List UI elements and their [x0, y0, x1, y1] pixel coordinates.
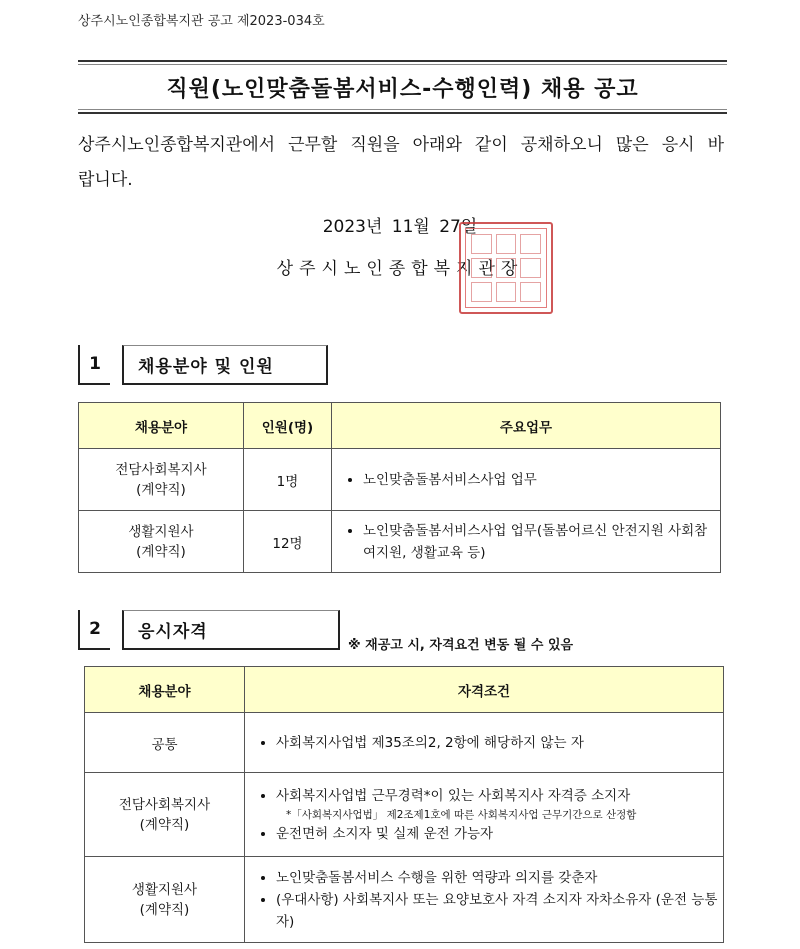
- recruitment-table: [78, 402, 721, 573]
- field-cell: [85, 857, 245, 943]
- field-cell: [79, 511, 244, 573]
- field-cell: [79, 449, 244, 511]
- duties-cell: [332, 449, 721, 511]
- director-name: 상주시노인종합복지관장: [276, 259, 524, 279]
- qualification-cell: [245, 857, 724, 943]
- contract-type: (계약직): [136, 543, 186, 560]
- duties-cell: [332, 511, 721, 573]
- field-name: 전담사회복지사: [115, 461, 207, 478]
- footnote: *「사회복지사업법」 제2조제1호에 따른 사회복지사업 근무기간으로 산정함: [286, 808, 637, 821]
- title-text: 직원(노인맞춤돌봄서비스-수행인력) 채용 공고: [166, 76, 639, 102]
- field-name: 생활지원사: [128, 523, 194, 540]
- section-1-header: [78, 345, 328, 385]
- official-seal-icon: [459, 222, 553, 314]
- field-cell: [85, 773, 245, 857]
- column-header: 인원(명): [244, 403, 332, 449]
- count-cell: 1명: [244, 449, 332, 511]
- field-cell: 공통: [85, 713, 245, 773]
- list-item: • 사회복지사업법 근무경력*이 있는 사회복지사 자격증 소지자: [276, 785, 722, 807]
- column-header: 채용분야: [79, 403, 244, 449]
- notice-number: 상주시노인종합복지관 공고 제2023-034호: [78, 14, 325, 29]
- section-2-number: 2: [78, 610, 110, 650]
- contract-type: (계약직): [139, 901, 190, 918]
- field-name: 전담사회복지사: [118, 796, 211, 813]
- list-item: • 노인맞춤돌봄서비스사업 업무: [363, 469, 719, 491]
- qualification-cell: [245, 713, 724, 773]
- list-item: • 사회복지사업법 제35조의2, 2항에 해당하지 않는 자: [276, 732, 722, 754]
- count-cell: 12명: [244, 511, 332, 573]
- section-2-note: ※ 재공고 시, 자격요건 변동 될 수 있음: [348, 638, 574, 653]
- section-1-title: 채용분야 및 인원: [122, 345, 328, 385]
- list-item: • 운전면허 소지자 및 실제 운전 가능자: [276, 823, 722, 845]
- table-header-row: [85, 667, 724, 713]
- qualification-cell: [245, 773, 724, 857]
- page-title: [78, 60, 727, 114]
- contract-type: (계약직): [139, 816, 190, 833]
- table-header-row: [79, 403, 721, 449]
- table-row: [79, 511, 721, 573]
- table-row: [85, 857, 724, 943]
- list-item: • 노인맞춤돌봄서비스사업 업무(돌봄어르신 안전지원 사회참여지원, 생활교육 등): [363, 520, 719, 564]
- field-name: 생활지원사: [131, 881, 198, 898]
- notice-date: 2023년 11월 27일: [322, 217, 478, 237]
- column-header: 자격조건: [245, 667, 724, 713]
- column-header: 채용분야: [85, 667, 245, 713]
- qualifications-table: [84, 666, 724, 943]
- section-1-number: 1: [78, 345, 110, 385]
- column-header: 주요업무: [332, 403, 721, 449]
- section-2-title: 응시자격: [122, 610, 340, 650]
- list-item: • (우대사항) 사회복지사 또는 요양보호사 자격 소지자 자차소유자 (운전 능통자): [276, 889, 722, 933]
- table-row: [79, 449, 721, 511]
- contract-type: (계약직): [136, 481, 186, 498]
- intro-paragraph: 상주시노인종합복지관에서 근무할 직원을 아래와 같이 공채하오니 많은 응시 바랍니다.: [78, 135, 724, 190]
- table-row: [85, 773, 724, 857]
- list-item: • 노인맞춤돌봄서비스 수행을 위한 역량과 의지를 갖춘자: [276, 867, 722, 889]
- table-row: [85, 713, 724, 773]
- section-2-header: [78, 610, 340, 650]
